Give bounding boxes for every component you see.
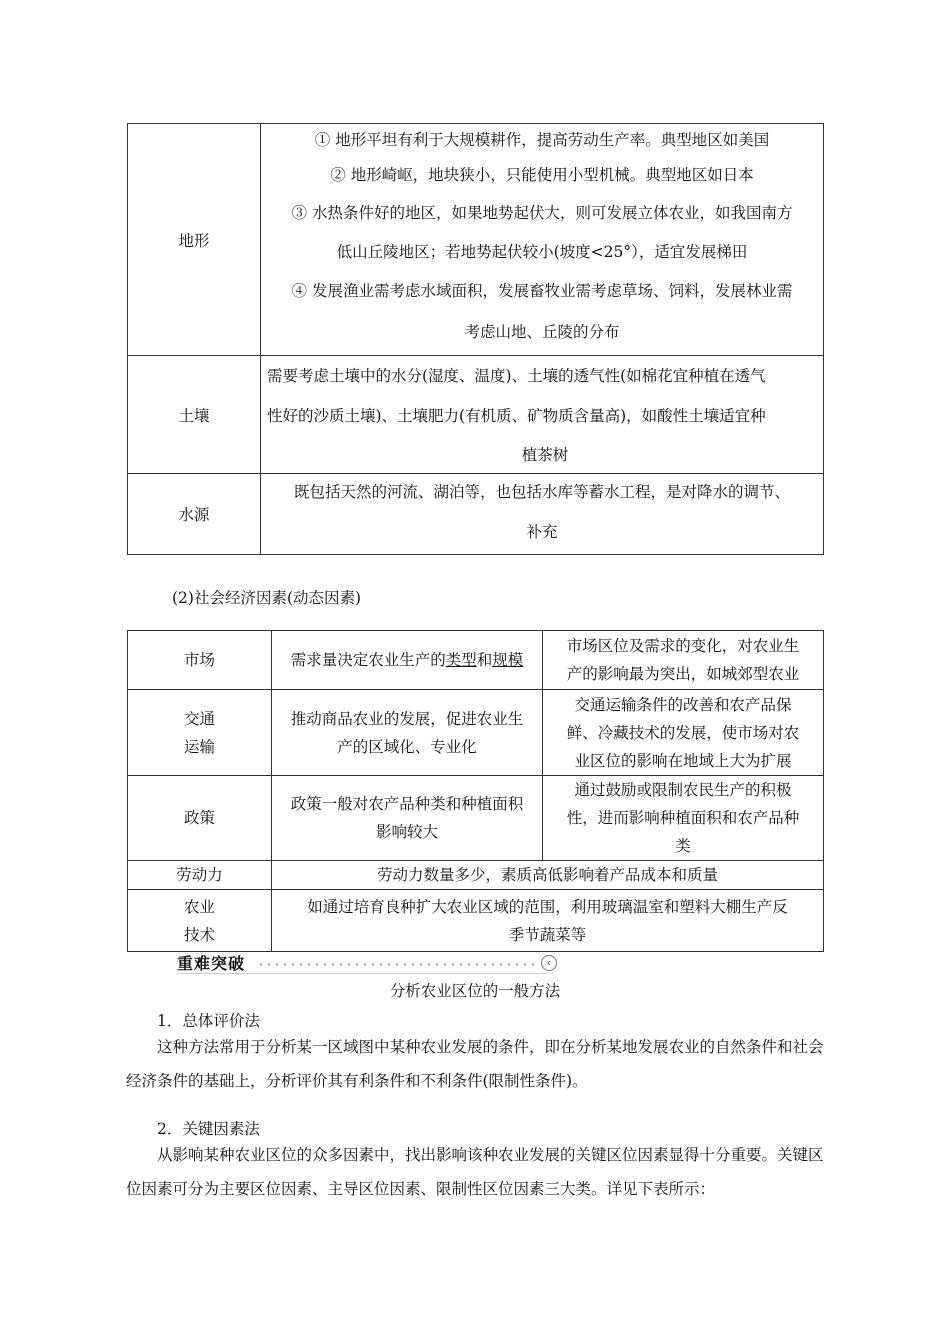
subtitle: 分析农业区位的一般方法	[389, 982, 561, 1000]
effect-line: 通过鼓励或限制农民生产的积极	[574, 781, 792, 799]
table-row	[128, 356, 824, 474]
dotted-rule	[257, 963, 539, 966]
row-content	[261, 474, 824, 555]
row-merged-content	[272, 861, 824, 890]
description-text: 需求量决定农业生产的	[290, 651, 446, 669]
table-row	[128, 124, 824, 356]
description-line: 产的区域化、专业化	[337, 737, 477, 756]
effect-line: 业区位的影响在地域上大为扩展	[574, 751, 792, 770]
effect-line: 市场区位及需求的变化，对农业生	[566, 637, 800, 655]
method1-heading: 1．总体评价法	[157, 1012, 260, 1030]
effect-line: 鲜、冷藏技术的发展，使市场对农	[566, 723, 800, 742]
chevron-left-icon: ‹	[541, 955, 557, 971]
row-description	[272, 631, 543, 690]
banner-title: 重难突破	[177, 954, 246, 973]
section-heading: (2)社会经济因素(动态因素)	[172, 589, 362, 607]
method2-body: 从影响某种农业区位的众多因素中，找出影响该种农业发展的关键区位因素显得十分重要。关键区位因素可分为主要区位因素、主导区位因素、限制性区位因素三大类。详见下表所示：	[126, 1146, 824, 1198]
row-label: 地形	[128, 124, 261, 356]
table-row	[128, 776, 824, 861]
content-line: ④ 发展渔业需考虑水域面积，发展畜牧业需考虑草场、饲料，发展林业需	[291, 281, 793, 300]
row-merged-content	[272, 890, 824, 952]
banner-underline	[177, 973, 547, 974]
label-line: 劳动力	[176, 866, 223, 884]
content-line: 植茶树	[521, 445, 569, 464]
row-label	[128, 690, 272, 776]
table-row	[128, 690, 824, 776]
table-row	[128, 861, 824, 890]
table-row	[128, 631, 824, 690]
row-label	[128, 631, 272, 690]
content-line: 低山丘陵地区；若地势起伏较小(坡度<25°），适宜发展梯田	[336, 242, 748, 261]
row-label: 土壤	[128, 356, 261, 474]
table-row	[128, 474, 824, 555]
row-description	[272, 776, 543, 861]
natural-factors-table	[127, 123, 824, 555]
effect-line: 性，进而影响种植面积和农产品种	[566, 809, 800, 827]
content-line: 既包括天然的河流、湖泊等，也包括水库等蓄水工程，是对降水的调节、	[293, 483, 790, 501]
merged-line: 如通过培育良种扩大农业区域的范围，利用玻璃温室和塑料大棚生产反	[307, 897, 788, 916]
row-label: 水源	[128, 474, 261, 555]
content-line: 性好的沙质土壤)、土壤肥力(有机质、矿物质含量高)，如酸性土壤适宜种	[267, 406, 766, 425]
description-line: 政策一般对农产品种类和种植面积	[290, 795, 524, 813]
row-effect	[543, 631, 824, 690]
social-factors-table	[127, 630, 824, 952]
underlined-term: 类型	[445, 651, 477, 669]
effect-line: 交通运输条件的改善和农产品保	[574, 695, 792, 714]
description-line: 影响较大	[375, 823, 438, 841]
label-line: 运输	[183, 737, 215, 756]
content-line: ② 地形崎岖，地块狭小，只能使用小型机械。典型地区如日本	[330, 165, 754, 184]
row-label	[128, 890, 272, 952]
method2-heading: 2．关键因素法	[157, 1120, 260, 1138]
content-line: 需要考虑土壤中的水分(湿度、温度)、土壤的透气性(如棉花宜种植在透气	[267, 366, 766, 385]
description-line: 推动商品农业的发展，促进农业生	[290, 709, 524, 728]
section-banner	[177, 952, 557, 976]
label-line: 市场	[183, 651, 215, 669]
row-label	[128, 861, 272, 890]
underlined-term: 规模	[492, 651, 524, 669]
content-line: ① 地形平坦有利于大规模耕作，提高劳动生产率。典型地区如美国	[314, 130, 770, 149]
row-effect	[543, 690, 824, 776]
effect-line: 类	[675, 837, 691, 855]
content-line: 考虑山地、丘陵的分布	[464, 322, 620, 341]
content-line: 补充	[526, 523, 558, 541]
method1-body: 这种方法常用于分析某一区域图中某种农业发展的条件，即在分析某地发展农业的自然条件和社会经济条件的基础上，分析评价其有利条件和不利条件(限制性条件)。	[126, 1038, 824, 1090]
label-line: 农业	[183, 897, 215, 916]
merged-line: 季节蔬菜等	[508, 925, 587, 944]
effect-line: 产的影响最为突出，如城郊型农业	[566, 665, 800, 683]
description-text: 和	[476, 651, 493, 669]
label-line: 技术	[183, 925, 215, 944]
row-content	[261, 124, 824, 356]
row-label	[128, 776, 272, 861]
label-line: 政策	[183, 809, 215, 827]
label-line: 交通	[183, 709, 215, 728]
row-content	[261, 356, 824, 474]
merged-line: 劳动力数量多少，素质高低影响着产品成本和质量	[376, 866, 718, 884]
table-row	[128, 890, 824, 952]
content-line: ③ 水热条件好的地区，如果地势起伏大，则可发展立体农业，如我国南方	[291, 203, 793, 222]
row-description	[272, 690, 543, 776]
row-effect	[543, 776, 824, 861]
